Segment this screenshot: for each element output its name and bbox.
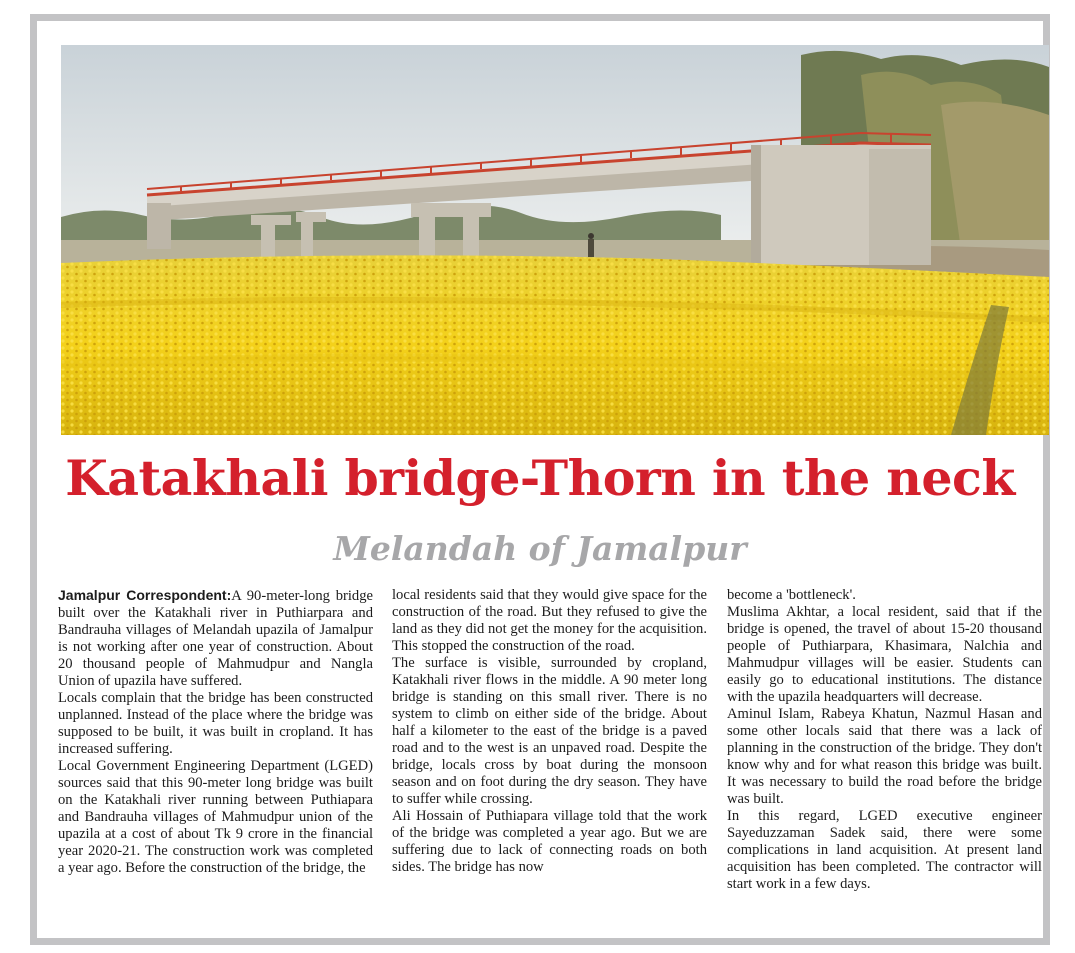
paragraph: Ali Hossain of Puthiapara village told that the work of the bridge was completed a year ago. But we are suffering due to lack of connecting roads on both sides. The bridge has now [392, 808, 707, 875]
paragraph: The surface is visible, surrounded by cropland, Katakhali river flows in the middle. A 90 meter long bridge is standing on this small river. There is no system to climb on either side of the bridge. About half a kilometer to the east of the bridge is a paved road and to the west is an unpaved road. Despite the bridge, locals cross by boat during the monsoon season and on foot during the dry season. They have to suffer while crossing. [392, 655, 707, 807]
paragraph: Locals complain that the bridge has been constructed unplanned. Instead of the place where the bridge was supposed to be built, it was built in cropland. It has increased suffering. [58, 690, 373, 757]
article-column-1 [58, 587, 373, 877]
subheadline: Melandah of Jamalpur [333, 529, 747, 568]
bridge-photo [61, 45, 1049, 435]
paragraph: Local Government Engineering Department (LGED) sources said that this 90-meter long bridge was built on the Katakhali river running between Puthiapara and Bandrauha villages of Mahmudpur union of the upazila at a cost of about Tk 9 crore in the financial year 2020-21. The construction work was completed a year ago. Before the construction of the bridge, the [58, 758, 373, 876]
article-column-3 [727, 587, 1042, 893]
paragraph: Aminul Islam, Rabeya Khatun, Nazmul Hasan and some other locals said that there was a lack of planning in the construction of the bridge. They don't know why and for what reason this bridge was built. It was necessary to build the road before the bridge was built. [727, 706, 1042, 807]
byline: Jamalpur Correspondent: [58, 587, 232, 603]
paragraph: In this regard, LGED executive engineer Sayeduzzaman Sadek said, there were some complications in land acquisition. At present land acquisition has been completed. The contractor will start work in a few days. [727, 808, 1042, 892]
paragraph: local residents said that they would give space for the construction of the road. But they refused to give the land as they did not get the money for the acquisition. This stopped the construction of the road. [392, 587, 707, 654]
headline: Katakhali bridge-Thorn in the neck [65, 449, 1015, 507]
paragraph: become a 'bottleneck'. [727, 587, 856, 603]
paragraph: Muslima Akhtar, a local resident, said that if the bridge is opened, the travel of about 15-20 thousand people of Puthiarpara, Khasimara, Nalchia and Mahmudpur villages will be easier. Students can easily go to educational institutions. The distance with the upazila headquarters will decrease. [727, 604, 1042, 705]
article-column-2 [392, 587, 707, 876]
paragraph: Jamalpur Correspondent:A 90-meter-long bridge built over the Katakhali river in Puthiarpara and Bandrauha villages of Melandah upazila of Jamalpur is not working after one year of construction. About 20 thousand people of Mahmudpur and Nangla Union of upazila have suffered. [58, 587, 373, 689]
article-frame [30, 14, 1050, 945]
